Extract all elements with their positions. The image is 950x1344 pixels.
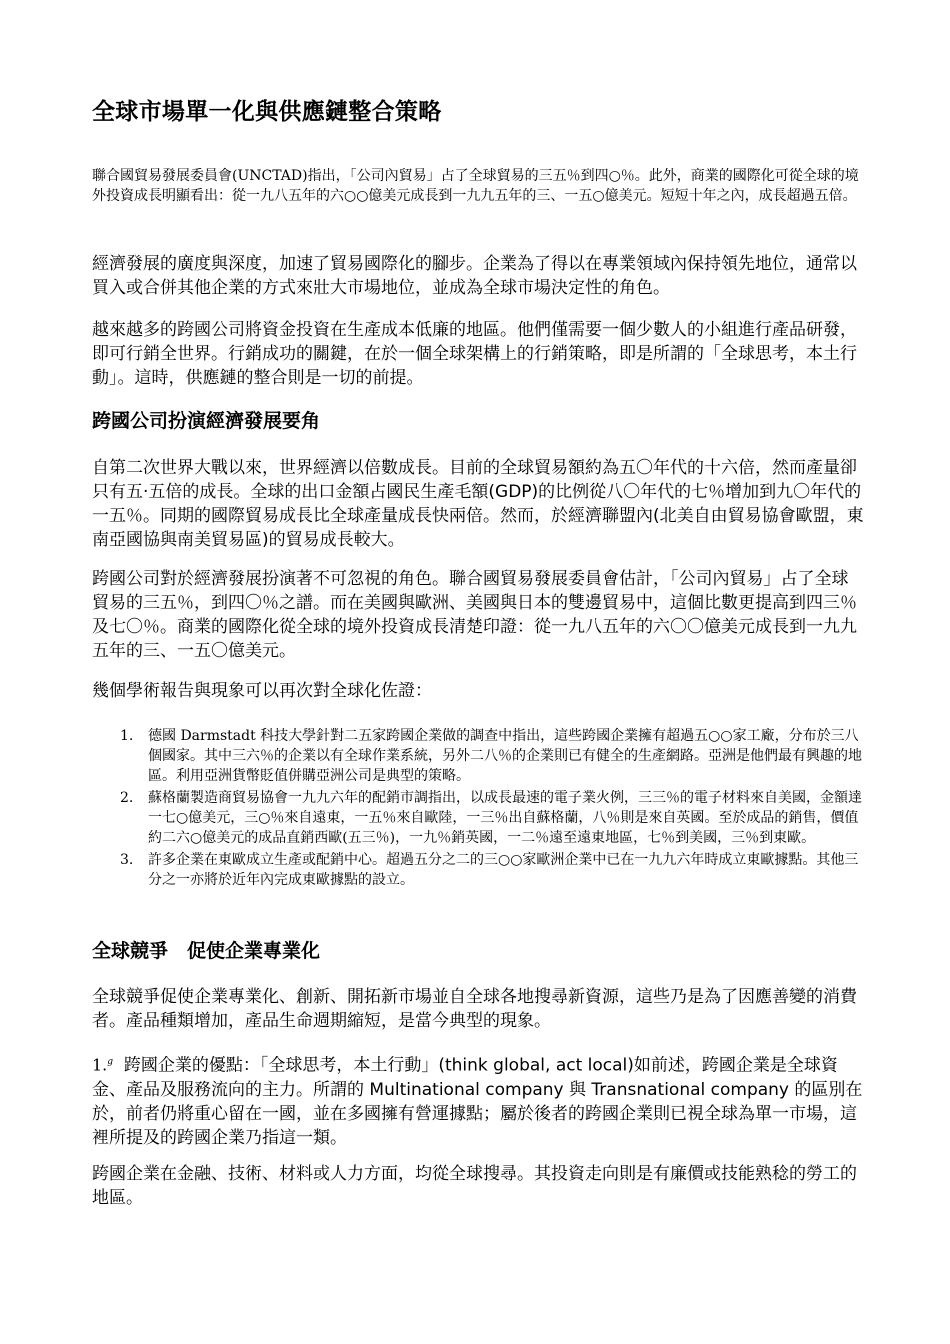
list-item-text: 許多企業在東歐成立生產或配銷中心。超過五分之二的三○○家歐洲企業中已在一九九六年時成立東歐據點。其他三分之一亦將於近年內完成東歐據點的設立。	[148, 852, 859, 888]
document-title: 全球市場單一化與供應鏈整合策略	[92, 99, 442, 125]
intro-paragraph: 聯合國貿易發展委員會(UNCTAD)指出，「公司內貿易」占了全球貿易的三五％到四○％。此外，商業的國際化可從全球的境外投資成長明顯看出：從一九八五年的六○○億美元成長到一九九五年的三、一五○億美元。短短十年之內，成長超過五倍。	[92, 168, 859, 204]
paragraph-8: 跨國企業在金融、技術、材料或人力方面，均從全球搜尋。其投資走向則是有廉價或技能熟稔的勞工的地區。	[92, 1164, 857, 1208]
paragraph-4: 跨國公司對於經濟發展扮演著不可忽視的角色。聯合國貿易發展委員會估計，「公司內貿易」占了全球貿易的三五％，到四〇％之譜。而在美國與歐洲、美國與日本的雙邊貿易中，這個比數更提高到四三％及七〇％。商業的國際化從全球的境外投資成長清楚印證：從一九八五年的六〇〇億美元成長到一九九五年的三、一五〇億美元。	[92, 569, 857, 661]
list-item-text: 蘇格蘭製造商貿易協會一九九六年的配銷市調指出，以成長最速的電子業火例，三三％的電子材料來自美國，金額達一七○億美元，三○％來自遠東，一五％來自歐陸，一三％出自蘇格蘭，八％則是來自英國。至於成品的銷售，價值約二六○億美元的成品直銷西歐(五三％)，一九％銷英國，一二％遠至遠東地區，七％到美國，三％到東歐。	[148, 790, 862, 846]
paragraph-6: 全球競爭促使企業專業化、創新、開拓新市場並自全球各地搜尋新資源，這些乃是為了因應善變的消費者。產品種類增加，產品生命週期縮短，是當今典型的現象。	[92, 987, 857, 1031]
evidence-list	[92, 726, 872, 892]
paragraph-5: 幾個學術報告與現象可以再次對全球化佐證：	[92, 681, 432, 701]
list-item-number: 1.	[120, 728, 134, 744]
paragraph-1: 經濟發展的廣度與深度，加速了貿易國際化的腳步。企業為了得以在專業領域內保持領先地位，通常以買入或合併其他企業的方式來壯大市場地位，並成為全球市場決定性的角色。	[92, 254, 857, 298]
list-item-number: 2.	[120, 790, 134, 806]
paragraph-7-superscript: g	[107, 1057, 114, 1067]
list-item-text: 德國 Darmstadt 科技大學針對二五家跨國企業做的調查中指出，這些跨國企業擁有超過五○○家工廠，分布於三八個國家。其中三六％的企業以有全球作業系統，另外二八％的企業則已有健全的生產網路。亞洲是他們最有興趣的地區。利用亞洲貨幣貶值併購亞洲公司是典型的策略。	[148, 728, 862, 784]
list-item	[92, 850, 872, 890]
paragraph-7	[92, 1050, 864, 1150]
paragraph-7-number: 1.	[92, 1055, 108, 1075]
paragraph-3: 自第二次世界大戰以來，世界經濟以倍數成長。目前的全球貿易額約為五〇年代的十六倍，然而產量卻只有五·五倍的成長。全球的出口金額占國民生產毛額(GDP)的比例從八〇年代的七％增加到九〇年代的一五％。同期的國際貿易成長比全球產量成長快兩倍。然而，於經濟聯盟內(北美自由貿易協會歐盟，東南亞國協與南美貿易區)的貿易成長較大。	[92, 458, 864, 550]
list-item	[92, 788, 872, 848]
list-item-number: 3.	[120, 852, 134, 868]
section-heading-2: 全球競爭 促使企業專業化	[92, 940, 321, 962]
paragraph-7-text: 跨國企業的優點：「全球思考，本土行動」(think global, act local)如前述，跨國企業是全球資金、產品及服務流向的主力。所謂的 Multinational company 與 Transnational company 的區別在於，前者仍將重心留在一國，並在多國擁有營運據點；屬於後者的跨國企業則已視全球為單一市場，這裡所提及的跨國企業乃指這一類。	[92, 1055, 863, 1148]
section-heading-1: 跨國公司扮演經濟發展要角	[92, 410, 321, 432]
paragraph-2: 越來越多的跨國公司將資金投資在生產成本低廉的地區。他們僅需要一個少數人的小組進行產品研發，即可行銷全世界。行銷成功的關鍵，在於一個全球架構上的行銷策略，即是所謂的「全球思考，本土行動」。這時，供應鏈的整合則是一切的前提。	[92, 320, 857, 388]
list-item	[92, 726, 872, 786]
